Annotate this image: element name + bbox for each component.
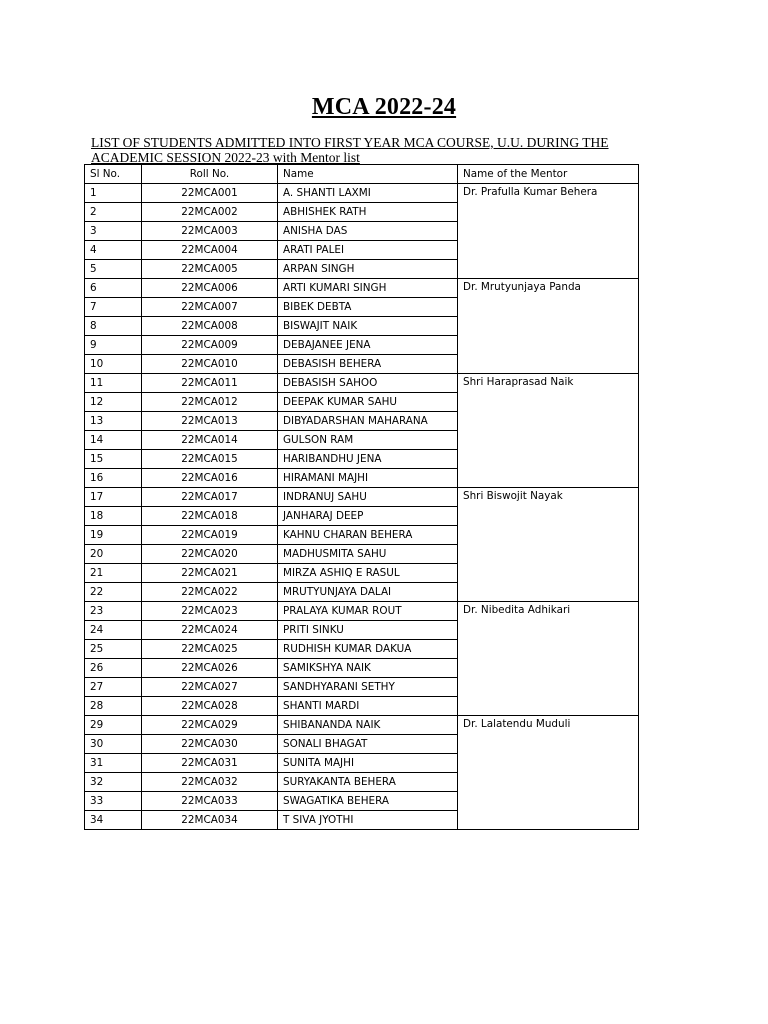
cell-roll-no: 22MCA026 — [142, 659, 278, 678]
cell-sl-no: 11 — [85, 374, 142, 393]
table-row — [85, 374, 639, 393]
cell-sl-no: 21 — [85, 564, 142, 583]
cell-mentor-name: Dr. Prafulla Kumar Behera — [458, 184, 639, 279]
cell-roll-no: 22MCA011 — [142, 374, 278, 393]
table-header-row — [85, 165, 639, 184]
cell-roll-no: 22MCA021 — [142, 564, 278, 583]
cell-roll-no: 22MCA003 — [142, 222, 278, 241]
cell-student-name: DEBAJANEE JENA — [278, 336, 458, 355]
cell-roll-no: 22MCA018 — [142, 507, 278, 526]
cell-student-name: ABHISHEK RATH — [278, 203, 458, 222]
cell-student-name: SONALI BHAGAT — [278, 735, 458, 754]
cell-roll-no: 22MCA020 — [142, 545, 278, 564]
student-mentor-table — [84, 164, 639, 830]
cell-student-name: SAMIKSHYA NAIK — [278, 659, 458, 678]
cell-sl-no: 26 — [85, 659, 142, 678]
cell-student-name: BISWAJIT NAIK — [278, 317, 458, 336]
cell-student-name: SHIBANANDA NAIK — [278, 716, 458, 735]
cell-roll-no: 22MCA005 — [142, 260, 278, 279]
table-row — [85, 279, 639, 298]
cell-sl-no: 34 — [85, 811, 142, 830]
header-sl-no: Sl No. — [85, 165, 142, 184]
cell-student-name: HIRAMANI MAJHI — [278, 469, 458, 488]
cell-roll-no: 22MCA015 — [142, 450, 278, 469]
cell-student-name: ARPAN SINGH — [278, 260, 458, 279]
cell-student-name: MRUTYUNJAYA DALAI — [278, 583, 458, 602]
table-row — [85, 602, 639, 621]
cell-roll-no: 22MCA023 — [142, 602, 278, 621]
cell-roll-no: 22MCA024 — [142, 621, 278, 640]
cell-student-name: SURYAKANTA BEHERA — [278, 773, 458, 792]
cell-sl-no: 31 — [85, 754, 142, 773]
cell-sl-no: 28 — [85, 697, 142, 716]
document-subtitle: LIST OF STUDENTS ADMITTED INTO FIRST YEAR MCA COURSE, U.U. DURING THE ACADEMIC SESSION 2022-23 with Mentor list — [91, 135, 609, 165]
cell-roll-no: 22MCA012 — [142, 393, 278, 412]
cell-student-name: JANHARAJ DEEP — [278, 507, 458, 526]
cell-roll-no: 22MCA032 — [142, 773, 278, 792]
header-mentor: Name of the Mentor — [458, 165, 639, 184]
cell-sl-no: 10 — [85, 355, 142, 374]
cell-student-name: T SIVA JYOTHI — [278, 811, 458, 830]
cell-sl-no: 13 — [85, 412, 142, 431]
cell-sl-no: 5 — [85, 260, 142, 279]
cell-roll-no: 22MCA007 — [142, 298, 278, 317]
cell-sl-no: 15 — [85, 450, 142, 469]
cell-roll-no: 22MCA033 — [142, 792, 278, 811]
cell-student-name: SUNITA MAJHI — [278, 754, 458, 773]
cell-sl-no: 4 — [85, 241, 142, 260]
cell-roll-no: 22MCA031 — [142, 754, 278, 773]
cell-student-name: SWAGATIKA BEHERA — [278, 792, 458, 811]
cell-sl-no: 32 — [85, 773, 142, 792]
cell-roll-no: 22MCA019 — [142, 526, 278, 545]
cell-roll-no: 22MCA016 — [142, 469, 278, 488]
cell-student-name: HARIBANDHU JENA — [278, 450, 458, 469]
cell-sl-no: 17 — [85, 488, 142, 507]
cell-roll-no: 22MCA029 — [142, 716, 278, 735]
cell-roll-no: 22MCA022 — [142, 583, 278, 602]
cell-student-name: INDRANUJ SAHU — [278, 488, 458, 507]
cell-student-name: SHANTI MARDI — [278, 697, 458, 716]
table-row — [85, 184, 639, 203]
cell-sl-no: 19 — [85, 526, 142, 545]
cell-sl-no: 14 — [85, 431, 142, 450]
cell-mentor-name: Dr. Nibedita Adhikari — [458, 602, 639, 716]
cell-student-name: DEBASISH BEHERA — [278, 355, 458, 374]
cell-roll-no: 22MCA001 — [142, 184, 278, 203]
table-row — [85, 488, 639, 507]
cell-mentor-name: Shri Biswojit Nayak — [458, 488, 639, 602]
cell-sl-no: 9 — [85, 336, 142, 355]
cell-roll-no: 22MCA030 — [142, 735, 278, 754]
header-name: Name — [278, 165, 458, 184]
cell-sl-no: 22 — [85, 583, 142, 602]
cell-student-name: MADHUSMITA SAHU — [278, 545, 458, 564]
cell-roll-no: 22MCA008 — [142, 317, 278, 336]
cell-student-name: GULSON RAM — [278, 431, 458, 450]
cell-roll-no: 22MCA013 — [142, 412, 278, 431]
cell-mentor-name: Shri Haraprasad Naik — [458, 374, 639, 488]
cell-sl-no: 7 — [85, 298, 142, 317]
cell-sl-no: 23 — [85, 602, 142, 621]
cell-sl-no: 20 — [85, 545, 142, 564]
cell-sl-no: 16 — [85, 469, 142, 488]
table-row — [85, 716, 639, 735]
cell-sl-no: 12 — [85, 393, 142, 412]
cell-roll-no: 22MCA002 — [142, 203, 278, 222]
cell-sl-no: 25 — [85, 640, 142, 659]
cell-roll-no: 22MCA009 — [142, 336, 278, 355]
cell-sl-no: 18 — [85, 507, 142, 526]
cell-roll-no: 22MCA034 — [142, 811, 278, 830]
cell-roll-no: 22MCA017 — [142, 488, 278, 507]
cell-student-name: A. SHANTI LAXMI — [278, 184, 458, 203]
cell-roll-no: 22MCA006 — [142, 279, 278, 298]
cell-student-name: ANISHA DAS — [278, 222, 458, 241]
cell-mentor-name: Dr. Lalatendu Muduli — [458, 716, 639, 830]
cell-sl-no: 3 — [85, 222, 142, 241]
cell-student-name: KAHNU CHARAN BEHERA — [278, 526, 458, 545]
cell-roll-no: 22MCA010 — [142, 355, 278, 374]
cell-student-name: PRALAYA KUMAR ROUT — [278, 602, 458, 621]
cell-roll-no: 22MCA025 — [142, 640, 278, 659]
cell-student-name: DEBASISH SAHOO — [278, 374, 458, 393]
cell-sl-no: 6 — [85, 279, 142, 298]
cell-sl-no: 30 — [85, 735, 142, 754]
cell-mentor-name: Dr. Mrutyunjaya Panda — [458, 279, 639, 374]
cell-student-name: BIBEK DEBTA — [278, 298, 458, 317]
cell-roll-no: 22MCA028 — [142, 697, 278, 716]
cell-student-name: PRITI SINKU — [278, 621, 458, 640]
cell-sl-no: 1 — [85, 184, 142, 203]
cell-sl-no: 2 — [85, 203, 142, 222]
cell-student-name: ARTI KUMARI SINGH — [278, 279, 458, 298]
cell-student-name: MIRZA ASHIQ E RASUL — [278, 564, 458, 583]
cell-sl-no: 8 — [85, 317, 142, 336]
cell-student-name: RUDHISH KUMAR DAKUA — [278, 640, 458, 659]
cell-student-name: DEEPAK KUMAR SAHU — [278, 393, 458, 412]
cell-student-name: DIBYADARSHAN MAHARANA — [278, 412, 458, 431]
cell-sl-no: 29 — [85, 716, 142, 735]
cell-student-name: ARATI PALEI — [278, 241, 458, 260]
header-roll-no: Roll No. — [142, 165, 278, 184]
cell-sl-no: 33 — [85, 792, 142, 811]
cell-roll-no: 22MCA004 — [142, 241, 278, 260]
cell-sl-no: 27 — [85, 678, 142, 697]
table-body — [85, 184, 639, 830]
cell-roll-no: 22MCA027 — [142, 678, 278, 697]
cell-student-name: SANDHYARANI SETHY — [278, 678, 458, 697]
cell-roll-no: 22MCA014 — [142, 431, 278, 450]
document-title: MCA 2022-24 — [311, 94, 457, 120]
cell-sl-no: 24 — [85, 621, 142, 640]
